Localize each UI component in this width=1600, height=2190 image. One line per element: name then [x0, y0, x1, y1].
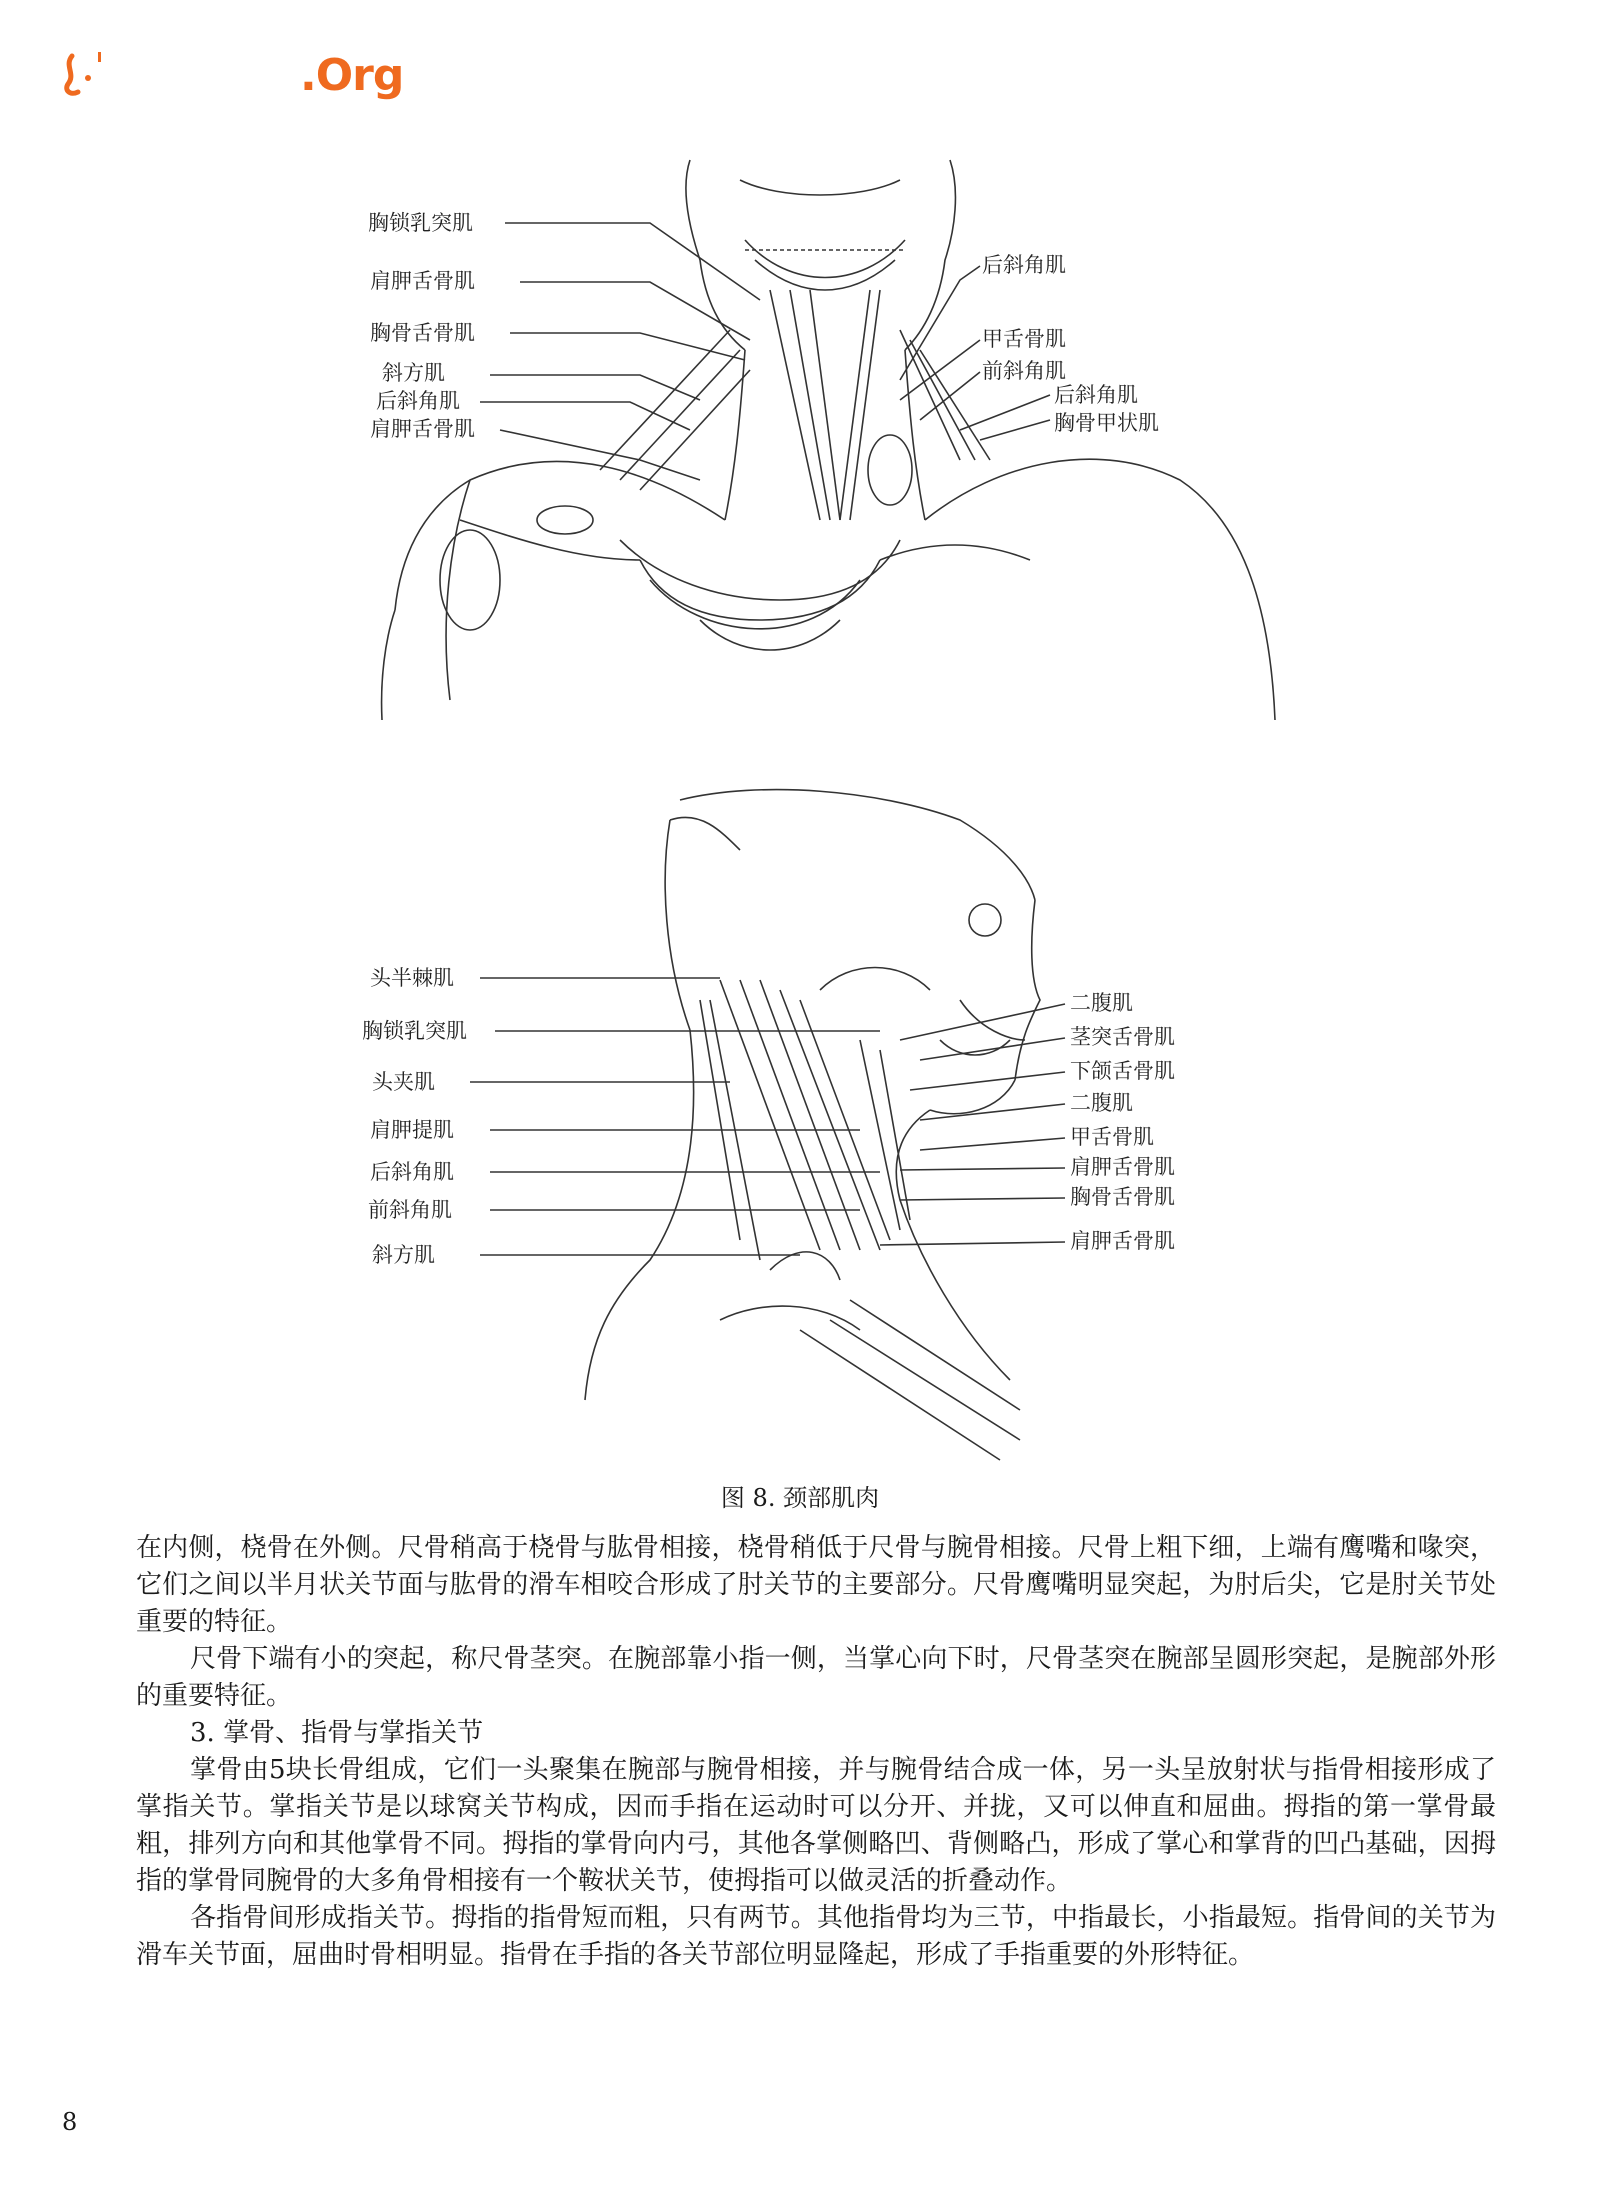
label-top-left-4: 斜方肌 [382, 361, 445, 385]
label-bottom-right-7: 胸骨舌骨肌 [1070, 1185, 1175, 1209]
label-top-left-3: 胸骨舌骨肌 [370, 321, 475, 345]
label-top-right-5: 胸骨甲状肌 [1054, 411, 1159, 435]
label-top-right-1: 后斜角肌 [982, 253, 1066, 277]
figure-caption: 图 8. 颈部肌肉 [720, 1484, 880, 1512]
paragraph: 掌骨由5块长骨组成，它们一头聚集在腕部与腕骨相接，并与腕骨结合成一体，另一头呈放射状与指骨相接形成了掌指关节。掌指关节是以球窝关节构成，因而手指在运动时可以分开、并拢，又可以伸直和屈曲。拇指的第一掌骨最粗，排列方向和其他掌骨不同。拇指的掌骨向内弓，其他各掌侧略凹、背侧略凸，形成了掌心和掌背的凹凸基础，因拇指的掌骨同腕骨的大多角骨相接有一个鞍状关节，使拇指可以做灵活的折叠动作。 [136, 1755, 1496, 1896]
label-top-right-4: 后斜角肌 [1054, 383, 1138, 407]
label-bottom-right-4: 二腹肌 [1070, 1091, 1133, 1115]
page-number: 8 [62, 2108, 78, 2136]
paragraph: 在内侧，桡骨在外侧。尺骨稍高于桡骨与肱骨相接，桡骨稍低于尺骨与腕骨相接。尺骨上粗下细，上端有鹰嘴和喙突，它们之间以半月状关节面与肱骨的滑车相咬合形成了肘关节的主要部分。尺骨鹰嘴明显突起，为肘后尖，它是肘关节处重要的特征。 [136, 1533, 1496, 1637]
label-bottom-left-6: 前斜角肌 [368, 1198, 452, 1222]
label-bottom-right-5: 甲舌骨肌 [1070, 1125, 1154, 1149]
label-top-left-2: 肩胛舌骨肌 [370, 269, 475, 293]
label-bottom-left-1: 头半棘肌 [370, 966, 454, 990]
label-bottom-left-2: 胸锁乳突肌 [362, 1019, 467, 1043]
label-top-left-5: 后斜角肌 [376, 389, 460, 413]
label-top-left-1: 胸锁乳突肌 [368, 211, 473, 235]
section-heading: 3. 掌骨、指骨与掌指关节 [190, 1718, 484, 1748]
label-bottom-left-3: 头夹肌 [372, 1070, 435, 1094]
label-bottom-left-4: 肩胛提肌 [370, 1118, 454, 1142]
paragraph: 尺骨下端有小的突起，称尺骨茎突。在腕部靠小指一侧，当掌心向下时，尺骨茎突在腕部呈圆形突起，是腕部外形的重要特征。 [136, 1644, 1496, 1711]
label-bottom-right-6: 肩胛舌骨肌 [1070, 1155, 1175, 1179]
label-bottom-right-1: 二腹肌 [1070, 991, 1133, 1015]
label-bottom-right-2: 茎突舌骨肌 [1070, 1025, 1175, 1049]
label-top-left-6: 肩胛舌骨肌 [370, 417, 475, 441]
label-bottom-right-8: 肩胛舌骨肌 [1070, 1229, 1175, 1253]
paragraph: 各指骨间形成指关节。拇指的指骨短而粗，只有两节。其他指骨均为三节，中指最长，小指最短。指骨间的关节为滑车关节面，屈曲时骨相明显。指骨在手指的各关节部位明显隆起，形成了手指重要的外形特征。 [136, 1903, 1496, 1970]
label-top-right-3: 前斜角肌 [982, 359, 1066, 383]
label-bottom-right-3: 下颌舌骨肌 [1070, 1059, 1175, 1083]
label-bottom-left-5: 后斜角肌 [370, 1160, 454, 1184]
logo-text: .Org [300, 50, 404, 101]
label-bottom-left-7: 斜方肌 [372, 1243, 435, 1267]
label-top-right-2: 甲舌骨肌 [982, 327, 1066, 351]
body-text [136, 1530, 1496, 1974]
